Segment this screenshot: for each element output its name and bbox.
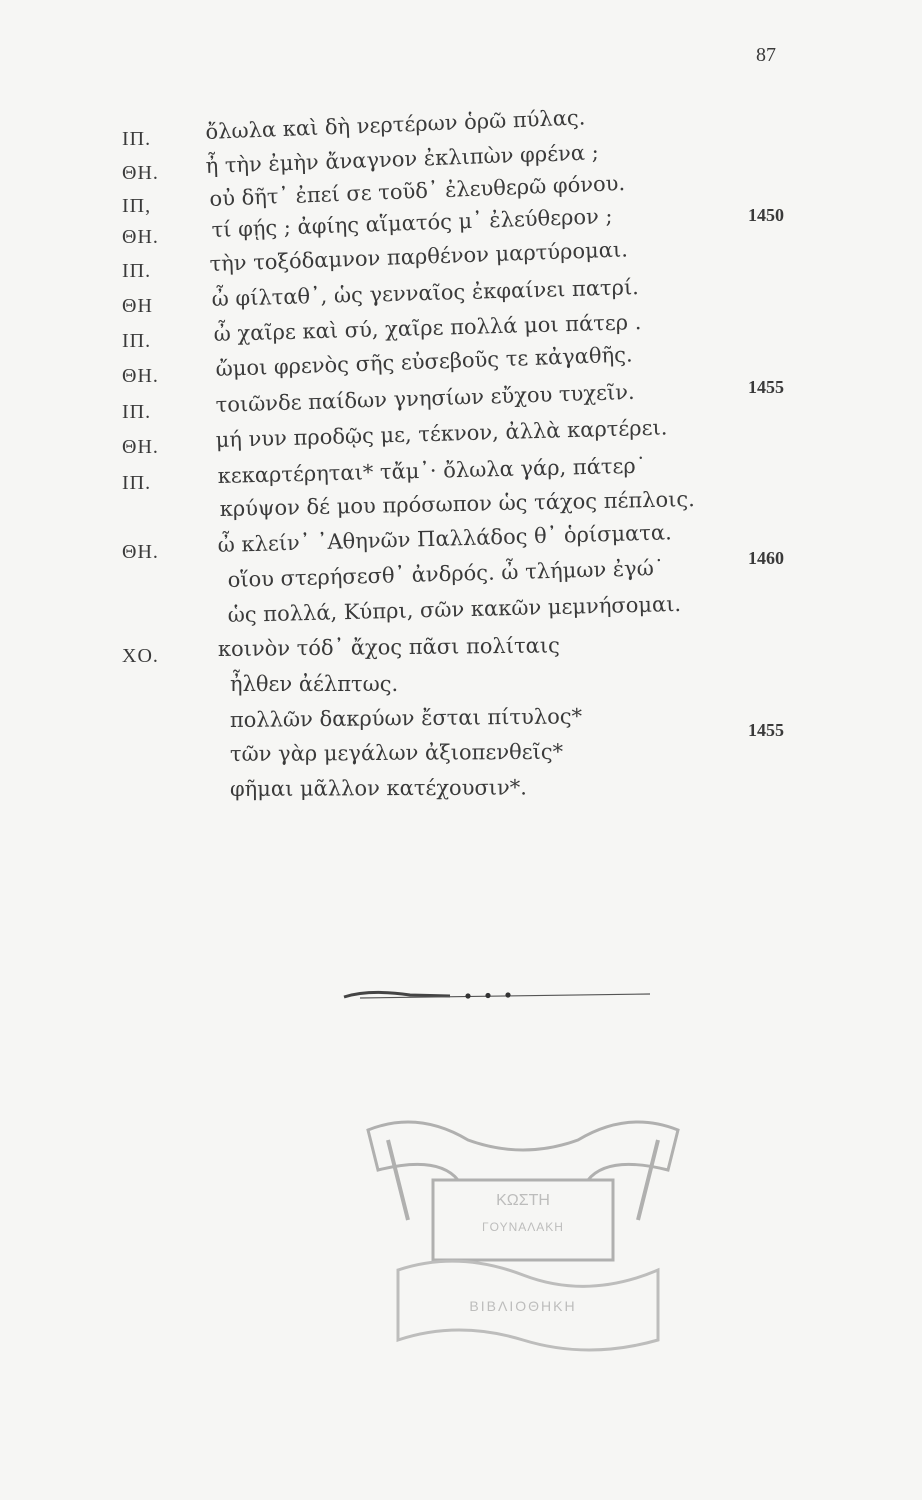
verse-text: τοιῶνδε παίδων γνησίων εὔχου τυχεῖν. — [215, 379, 635, 417]
speaker-label: ΘΗ. — [122, 436, 159, 458]
verse-text: ὦ φίλταθ᾽, ὡς γενναῖος ἐκφαίνει πατρί. — [211, 275, 640, 311]
verse-text: κεκαρτέρηται* τἄμ᾽· ὄλωλα γάρ, πάτερ˙ — [217, 453, 647, 488]
speaker-label: ΙΠ. — [122, 472, 152, 494]
verse-text: μή νυν προδῷς με, τέκνον, ἀλλὰ καρτέρει. — [215, 415, 668, 452]
stamp-line-1: ΚΩΣΤΗ — [496, 1192, 550, 1209]
verse-text: ἦλθεν ἀέλπτως. — [230, 672, 399, 696]
verse-text: πολλῶν δακρύων ἔσται πίτυλος* — [229, 704, 583, 732]
speaker-label: ΙΠ. — [122, 330, 152, 352]
line-number: 1460 — [748, 548, 784, 568]
verse-text: οἵου στερήσεσθ᾽ ἀνδρός. ὦ τλήμων ἐγώ˙ — [227, 555, 665, 592]
verse-text: ὦ κλείν᾽ ᾿Αθηνῶν Παλλάδος θ᾽ ὁρίσματα. — [217, 520, 673, 557]
verse-text: ὤμοι φρενὸς σῆς εὐσεβοῦς τε κἀγαθῆς. — [215, 342, 633, 381]
ornamental-divider — [340, 985, 655, 1007]
speaker-label: ΘΗ. — [122, 226, 159, 248]
verse-text: τί φῄς ; ἀφίης αἵματός μ᾽ ἐλεύθερον ; — [211, 204, 613, 242]
page-number: 87 — [756, 44, 776, 66]
speaker-label: ΙΠ. — [122, 260, 152, 282]
speaker-label: ΙΠ. — [122, 128, 152, 150]
ownership-stamp — [358, 1100, 688, 1360]
stamp-line-3: ΒΙΒΛΙΟΘΗΚΗ — [469, 1298, 577, 1314]
speaker-label: ΙΠ. — [122, 401, 152, 423]
line-number: 1450 — [748, 205, 784, 225]
speaker-label: ΙΠ, — [122, 195, 152, 217]
verse-text: φῆμαι μᾶλλον κατέχουσιν*. — [229, 775, 528, 801]
verse-text: ὦ χαῖρε καὶ σύ, χαῖρε πολλά μοι πάτερ . — [213, 310, 642, 346]
speaker-label: ΘΗ. — [122, 162, 159, 184]
speaker-label: ΘΗ. — [122, 365, 159, 387]
verse-text: τὴν τοξόδαμνον παρθένον μαρτύρομαι. — [209, 237, 629, 276]
verse-text: ἦ τὴν ἐμὴν ἄναγνον ἐκλιπὼν φρένα ; — [205, 140, 600, 178]
speaker-label: ΘΗ — [122, 295, 153, 317]
verse-text: κοινὸν τόδ᾽ ἄχος πᾶσι πολίταις — [217, 633, 560, 661]
line-number: 1455 — [748, 377, 784, 397]
line-number: 1455 — [748, 720, 784, 740]
stamp-line-2: ΓΟΥΝΑΛΑΚΗ — [482, 1220, 564, 1234]
verse-text: ὄλωλα καὶ δὴ νερτέρων ὁρῶ πύλας. — [205, 105, 586, 144]
verse-text: οὐ δῆτ᾽ ἐπεί σε τοῦδ᾽ ἐλευθερῶ φόνου. — [209, 171, 626, 211]
verse-text: τῶν γὰρ μεγάλων ἀξιοπενθεῖς* — [229, 739, 564, 766]
verse-text: ὡς πολλά, Κύπρι, σῶν κακῶν μεμνήσομαι. — [227, 591, 682, 627]
verse-text: κρύψον δέ μου πρόσωπον ὡς τάχος πέπλοις. — [219, 487, 696, 521]
speaker-label: ΧΟ. — [122, 645, 159, 667]
speaker-label: ΘΗ. — [122, 541, 159, 563]
